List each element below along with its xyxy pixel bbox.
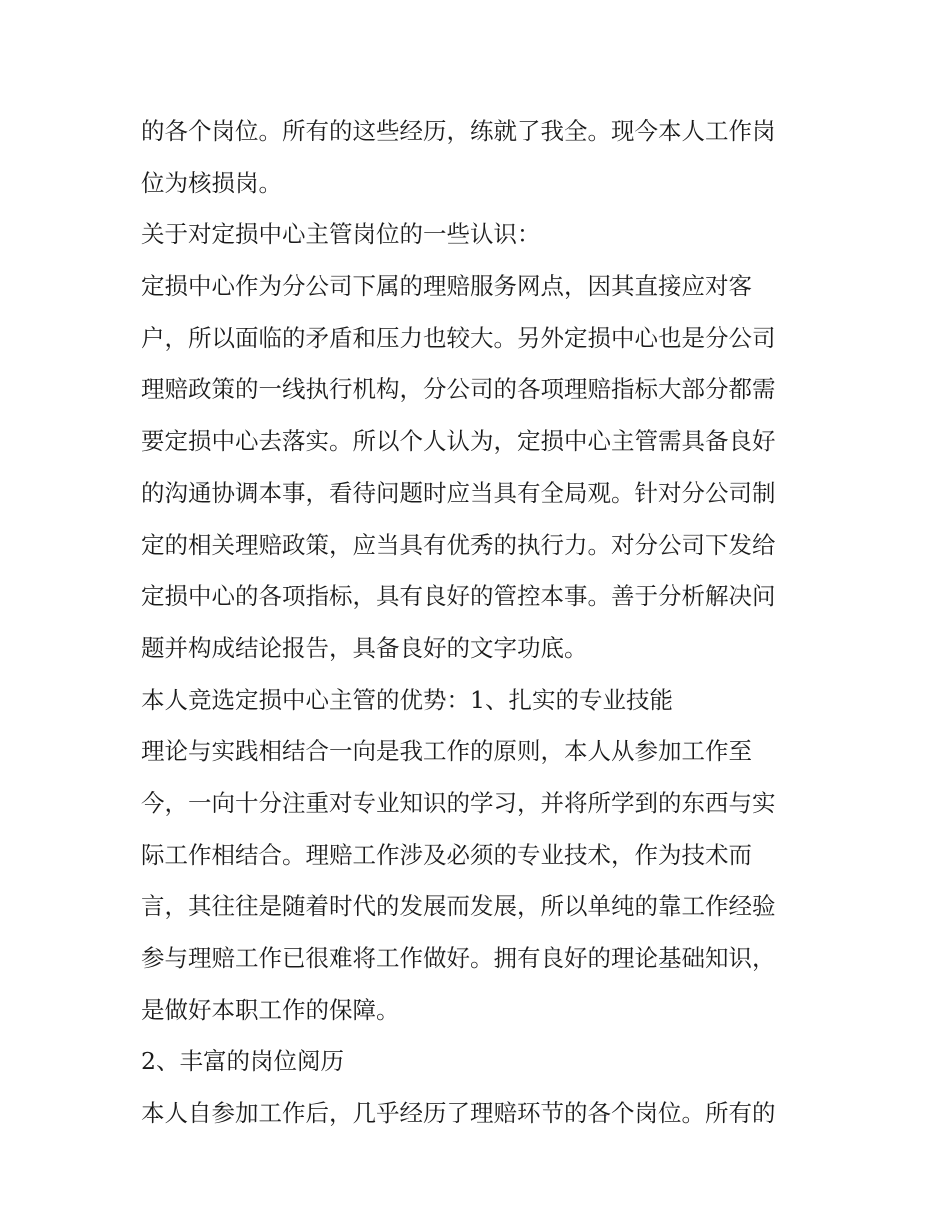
text-line: 际工作相结合。理赔工作涉及必须的专业技术，作为技术而 (141, 840, 752, 869)
text-line: 是做好本职工作的保障。 (141, 995, 400, 1024)
text-line: 的各个岗位。所有的这些经历，练就了我全。现今本人工作岗 (141, 117, 776, 145)
text-line: 的沟通协调本事，看待问题时应当具有全局观。针对分公司制 (141, 478, 776, 507)
section-heading: 关于对定损中心主管岗位的一些认识： (141, 220, 541, 249)
text-line: 本人自参加工作后，几乎经历了理赔环节的各个岗位。所有的 (141, 1099, 776, 1128)
text-line: 理赔政策的一线执行机构，分公司的各项理赔指标大部分都需 (141, 375, 776, 404)
text-line: 言，其往往是随着时代的发展而发展，所以单纯的靠工作经验 (141, 892, 776, 921)
text-line: 题并构成结论报告，具备良好的文字功底。 (141, 633, 588, 662)
section-heading: 本人竞选定损中心主管的优势：1、扎实的专业技能 (141, 685, 673, 714)
text-line: 定的相关理赔政策，应当具有优秀的执行力。对分公司下发给 (141, 530, 776, 559)
text-line: 参与理赔工作已很难将工作做好。拥有良好的理论基础知识， (141, 944, 776, 972)
text-line: 定损中心的各项指标，具有良好的管控本事。善于分析解决问 (141, 582, 776, 611)
text-line: 户，所以面临的矛盾和压力也较大。另外定损中心也是分公司 (141, 323, 776, 352)
section-heading: 2、丰富的岗位阅历 (141, 1047, 344, 1076)
text-line: 理论与实践相结合一向是我工作的原则，本人从参加工作至 (141, 737, 752, 766)
text-line: 位为核损岗。 (141, 168, 282, 197)
body-text (141, 106, 821, 1140)
text-line: 今，一向十分注重对专业知识的学习，并将所学到的东西与实 (141, 788, 776, 817)
text-line: 定损中心作为分公司下属的理赔服务网点，因其直接应对客 (141, 272, 752, 301)
text-line: 要定损中心去落实。所以个人认为，定损中心主管需具备良好 (141, 427, 776, 456)
